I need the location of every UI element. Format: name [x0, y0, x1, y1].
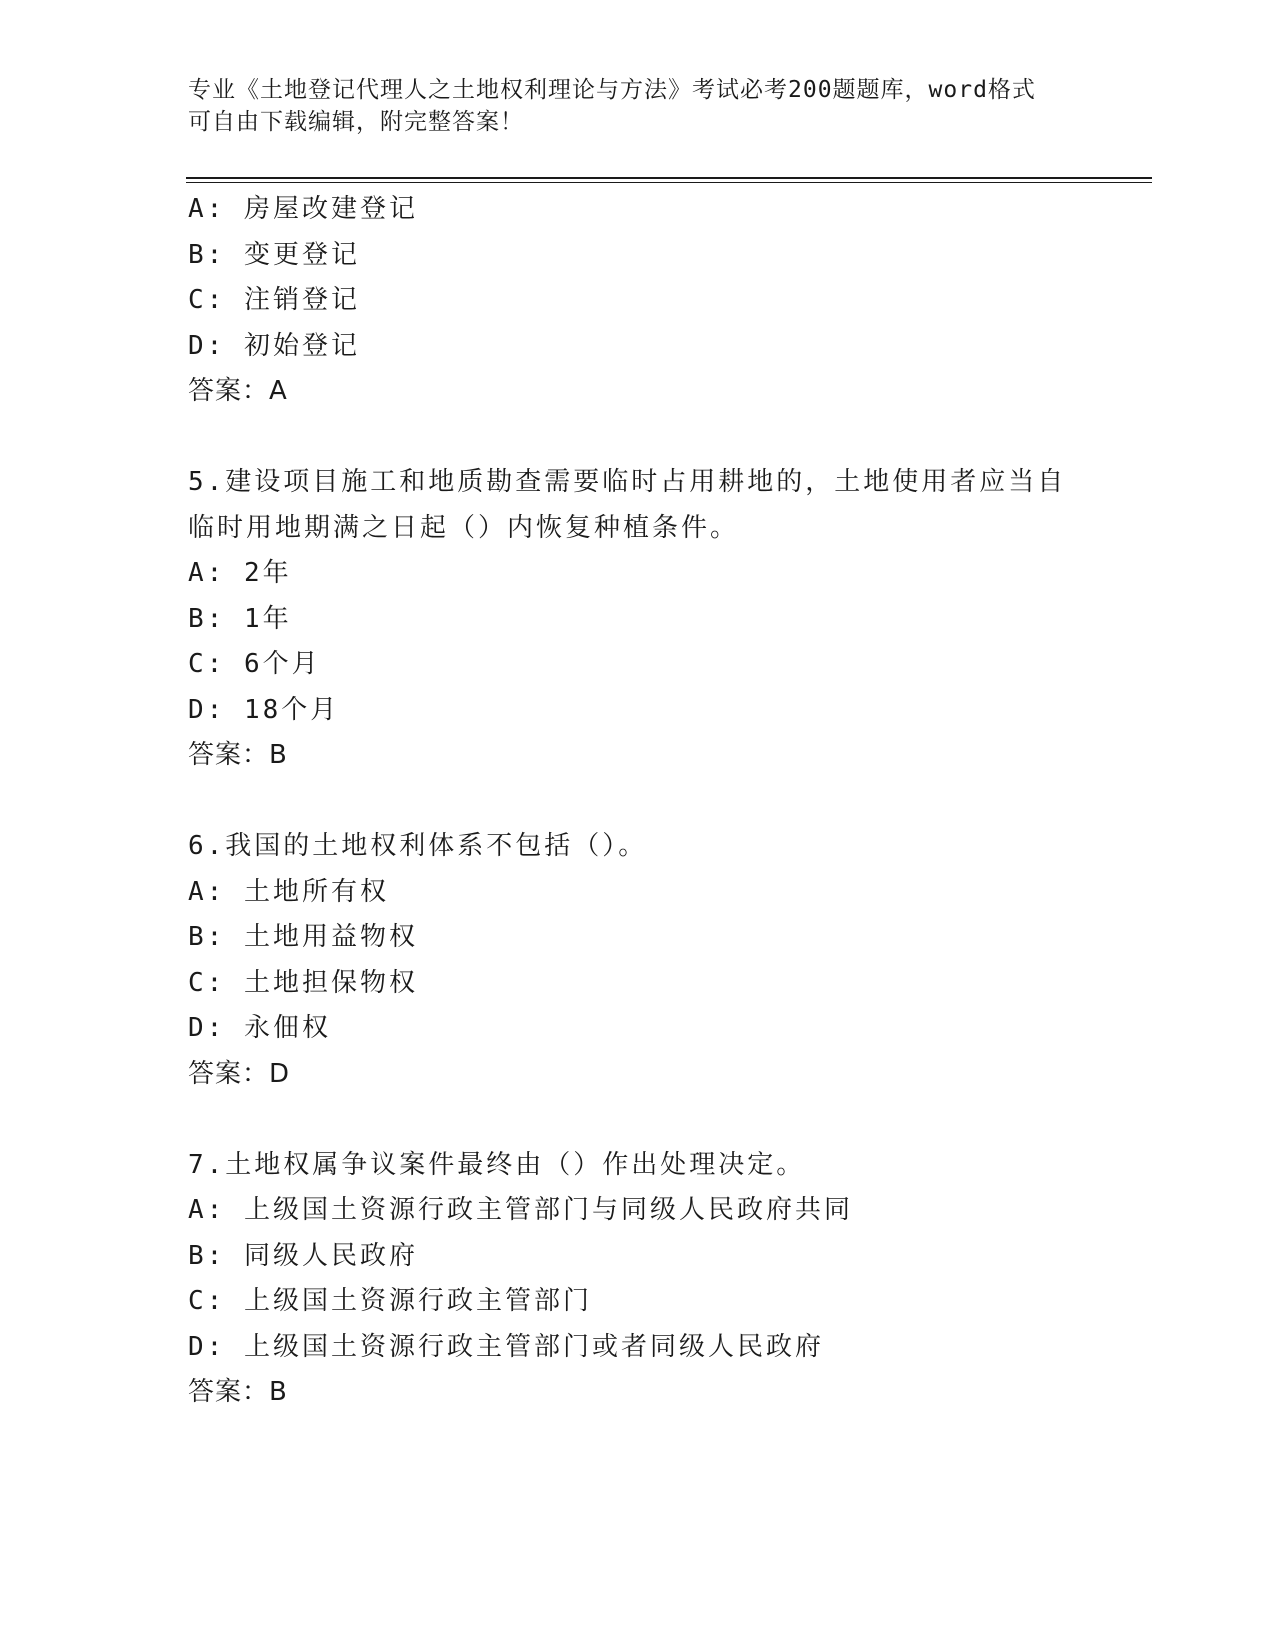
option-a: A: 2年 — [188, 558, 292, 588]
answer-line: 答案：B — [188, 740, 288, 770]
option-b: B: 1年 — [188, 603, 292, 634]
option-c: C: 上级国土资源行政主管部门 — [188, 1286, 592, 1316]
option-d: D: 18个月 — [188, 694, 340, 725]
header-title-line-2: 可自由下载编辑，附完整答案！ — [188, 109, 524, 135]
question-text-line-2: 临时用地期满之日起（）内恢复种植条件。 — [188, 512, 740, 543]
option-b: B: 同级人民政府 — [188, 1240, 418, 1271]
question-list — [188, 187, 1088, 1416]
question-block-7 — [188, 1143, 1088, 1416]
header-divider-thick — [186, 177, 1152, 179]
option-a: A: 土地所有权 — [188, 876, 389, 907]
block-spacer — [188, 779, 1088, 825]
question-text-line-1: 6.我国的土地权利体系不包括（）。 — [188, 831, 648, 861]
option-c: C: 注销登记 — [188, 285, 360, 315]
header-divider-thin — [186, 182, 1152, 183]
answer-line: 答案：D — [188, 1058, 291, 1089]
question-block-4 — [188, 187, 1088, 415]
block-spacer — [188, 1097, 1088, 1143]
block-spacer — [188, 415, 1088, 461]
header-title-line-1: 专业《土地登记代理人之土地权利理论与方法》考试必考200题题库，word格式 — [188, 77, 1036, 103]
option-d: D: 永佃权 — [188, 1013, 331, 1043]
question-text-line-1: 5.建设项目施工和地质勘查需要临时占用耕地的，土地使用者应当自 — [188, 467, 1067, 497]
option-d: D: 初始登记 — [188, 330, 360, 361]
option-c: C: 土地担保物权 — [188, 967, 418, 998]
answer-line: 答案：A — [188, 376, 288, 406]
option-a: A: 房屋改建登记 — [188, 194, 418, 224]
answer-line: 答案：B — [188, 1377, 288, 1407]
document-header — [188, 74, 1088, 138]
option-b: B: 土地用益物权 — [188, 922, 418, 952]
option-c: C: 6个月 — [188, 649, 321, 679]
option-a: A: 上级国土资源行政主管部门与同级人民政府共同 — [188, 1195, 853, 1225]
question-text-line-1: 7.土地权属争议案件最终由（）作出处理决定。 — [188, 1149, 806, 1180]
option-d: D: 上级国土资源行政主管部门或者同级人民政府 — [188, 1331, 824, 1362]
option-b: B: 变更登记 — [188, 239, 360, 270]
question-block-5 — [188, 460, 1088, 779]
question-block-6 — [188, 824, 1088, 1097]
